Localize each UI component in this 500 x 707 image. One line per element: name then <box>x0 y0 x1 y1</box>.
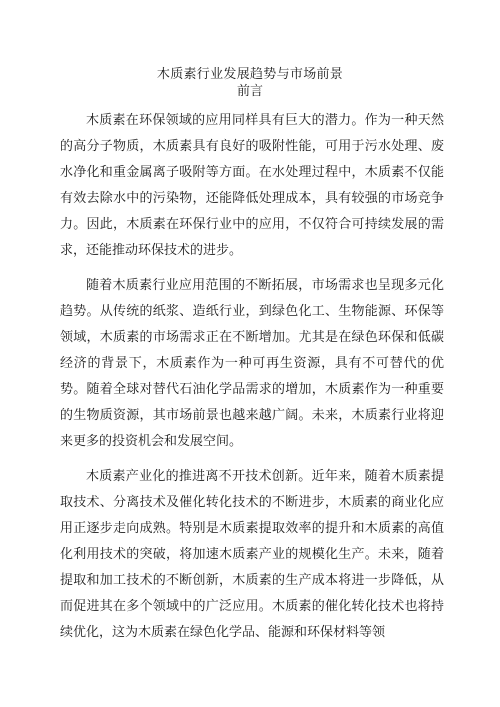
document-title: 木质素行业发展趋势与市场前景 <box>156 67 344 82</box>
paragraph-3: 木质素产业化的推进离不开技术创新。近年来，随着木质素提取技术、分离技术及催化转化技术的不断进步，木质素的商业化应用正逐步走向成熟。特别是木质素提取效率的提升和木质素的高值化利用技术的突破，将加速木质素产业的规模化生产。未来，随着提取和加工技术的不断创新，木质素的生产成本将进一步降低，从而促进其在多个领域中的广泛应用。木质素的催化转化技术也将持续优化，这为木质素在绿色化学品、能源和环保材料等领 <box>60 469 444 640</box>
paragraph-2: 随着木质素行业应用范围的不断拓展，市场需求也呈现多元化趋势。从传统的纸浆、造纸行业，到绿色化工、生物能源、环保等领域，木质素的市场需求正在不断增加。尤其是在绿色环保和低碳经济的背景下，木质素作为一种可再生资源，具有不可替代的优势。随着全球对替代石油化学品需求的增加，木质素作为一种重要的生物质资源，其市场前景也越来越广阔。未来，木质素行业将迎来更多的投资机会和发展空间。 <box>60 278 444 449</box>
section-heading: 前言 <box>236 84 263 99</box>
paragraph-1: 木质素在环保领域的应用同样具有巨大的潜力。作为一种天然的高分子物质，木质素具有良好的吸附性能，可用于污水处理、废水净化和重金属离子吸附等方面。在水处理过程中，木质素不仅能有效去除水中的污染物，还能降低处理成本，具有较强的市场竞争力。因此，木质素在环保行业中的应用，不仅符合可持续发展的需求，还能推动环保技术的进步。 <box>60 113 444 258</box>
document-body <box>60 108 444 655</box>
